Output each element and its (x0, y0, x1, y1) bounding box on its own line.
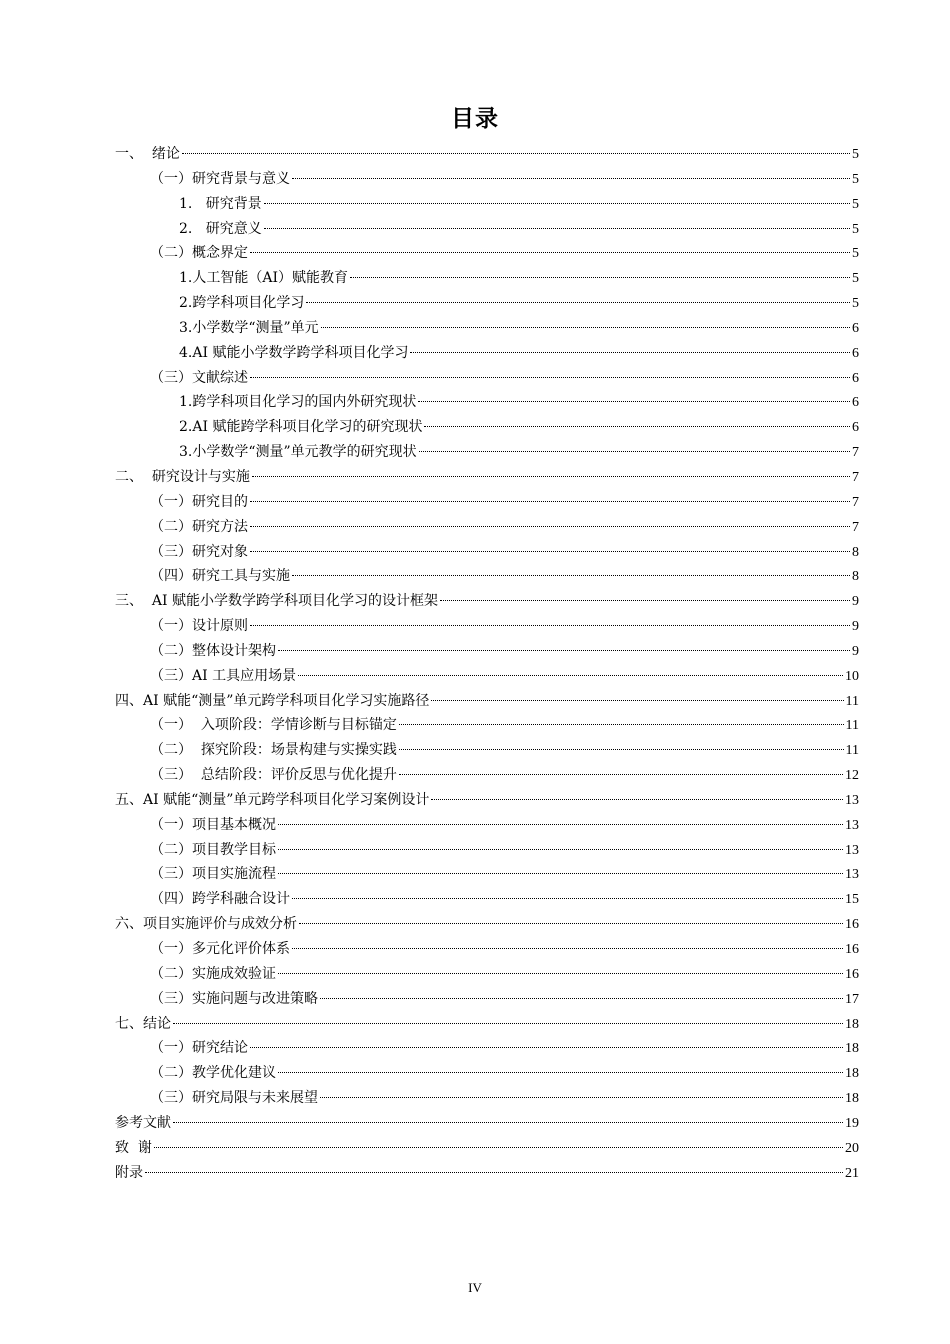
toc-dot-leader (418, 400, 850, 402)
toc-entry-page-number: 8 (852, 569, 859, 585)
toc-dot-leader (278, 848, 843, 850)
toc-dot-leader (431, 798, 843, 800)
toc-entry[interactable] (115, 689, 859, 714)
toc-entry[interactable] (115, 465, 859, 490)
toc-entry-title: 七、结论 (115, 1015, 171, 1032)
toc-entry[interactable] (115, 217, 859, 242)
toc-entry-title: （一）多元化评价体系 (150, 941, 290, 957)
toc-dot-leader (292, 574, 850, 576)
toc-dot-leader (410, 351, 850, 353)
toc-entry[interactable] (115, 639, 859, 664)
toc-entry-title: （二）教学优化建议 (150, 1065, 276, 1082)
toc-entry[interactable] (115, 1086, 859, 1111)
toc-entry-title: 六、项目实施评价与成效分析 (115, 916, 297, 933)
toc-entry-page-number: 11 (845, 743, 859, 759)
toc-entry[interactable] (115, 440, 859, 465)
toc-entry-page-number: 15 (845, 892, 859, 908)
toc-entry-title: 1.跨学科项目化学习的国内外研究现状 (179, 394, 417, 411)
toc-entry-page-number: 7 (852, 469, 859, 485)
toc-entry[interactable] (115, 167, 859, 192)
toc-dot-leader (250, 624, 850, 626)
toc-entry[interactable] (115, 738, 859, 763)
toc-entry[interactable] (115, 540, 859, 565)
toc-dot-leader (264, 227, 850, 229)
toc-entry-title: 2.AI 赋能跨学科项目化学习的研究现状 (179, 419, 423, 436)
toc-entry[interactable] (115, 987, 859, 1012)
toc-entry[interactable] (115, 1111, 859, 1136)
toc-entry-page-number: 7 (852, 519, 859, 535)
toc-entry[interactable] (115, 390, 859, 415)
toc-entry-title: （一）研究背景与意义 (150, 170, 290, 187)
toc-entry[interactable] (115, 1012, 859, 1037)
toc-entry[interactable] (115, 1136, 859, 1161)
toc-entry-title: （二）整体设计架构 (150, 642, 276, 659)
toc-entry-page-number: 6 (852, 395, 859, 411)
toc-entry-title: （三）实施问题与改进策略 (150, 990, 318, 1007)
toc-entry-page-number: 5 (852, 221, 859, 237)
toc-entry-title: （二）项目教学目标 (150, 841, 276, 858)
toc-entry-title: 2. 研究意义 (179, 220, 262, 237)
toc-entry[interactable] (115, 341, 859, 366)
toc-dot-leader (350, 276, 850, 278)
toc-entry-page-number: 18 (845, 1041, 859, 1057)
toc-entry-page-number: 18 (845, 1066, 859, 1082)
toc-entry-page-number: 20 (845, 1140, 859, 1156)
toc-entry[interactable] (115, 862, 859, 887)
toc-entry-title: （四）研究工具与实施 (150, 568, 290, 585)
toc-entry-page-number: 5 (852, 296, 859, 312)
toc-entry-page-number: 13 (845, 842, 859, 858)
toc-dot-leader (264, 202, 850, 204)
toc-dot-leader (320, 997, 843, 999)
toc-entry-title: 三、 AI 赋能小学数学跨学科项目化学习的设计框架 (115, 593, 438, 610)
toc-entry[interactable] (115, 763, 859, 788)
toc-dot-leader (252, 475, 850, 477)
toc-dot-leader (399, 748, 844, 750)
toc-entry[interactable] (115, 664, 859, 689)
toc-entry-page-number: 13 (845, 867, 859, 883)
toc-entry[interactable] (115, 366, 859, 391)
toc-entry-page-number: 9 (852, 594, 859, 610)
toc-entry-title: （一）研究目的 (150, 493, 248, 510)
toc-entry[interactable] (115, 788, 859, 813)
toc-entry[interactable] (115, 912, 859, 937)
toc-entry-title: （一） 入项阶段：学情诊断与目标锚定 (150, 717, 397, 734)
toc-entry[interactable] (115, 962, 859, 987)
toc-entry[interactable] (115, 614, 859, 639)
toc-dot-leader (250, 1046, 843, 1048)
toc-entry-title: 致 谢 (115, 1139, 152, 1156)
page-title: 目录 (451, 106, 499, 132)
toc-entry[interactable] (115, 713, 859, 738)
toc-entry[interactable] (115, 1036, 859, 1061)
toc-dot-leader (306, 301, 850, 303)
toc-dot-leader (292, 947, 843, 949)
toc-dot-leader (431, 699, 843, 701)
toc-entry-title: 参考文献 (115, 1114, 171, 1131)
toc-entry-page-number: 6 (852, 320, 859, 336)
toc-dot-leader (145, 1171, 843, 1173)
toc-entry[interactable] (115, 564, 859, 589)
toc-entry[interactable] (115, 515, 859, 540)
toc-entry[interactable] (115, 490, 859, 515)
toc-entry-page-number: 5 (852, 246, 859, 262)
toc-entry-title: （一）研究结论 (150, 1040, 248, 1057)
toc-entry-title: （二）实施成效验证 (150, 965, 276, 982)
toc-dot-leader (320, 1096, 843, 1098)
toc-entry-title: （二）概念界定 (150, 245, 248, 262)
toc-entry-title: （四）跨学科融合设计 (150, 891, 290, 908)
toc-entry-page-number: 9 (852, 619, 859, 635)
toc-entry-page-number: 6 (852, 370, 859, 386)
toc-dot-leader (250, 550, 850, 552)
toc-entry-page-number: 17 (845, 991, 859, 1007)
toc-entry-title: （三）研究对象 (150, 543, 248, 560)
toc-entry-page-number: 16 (845, 917, 859, 933)
toc-dot-leader (424, 425, 850, 427)
toc-dot-leader (399, 723, 844, 725)
toc-entry[interactable] (115, 291, 859, 316)
toc-dot-leader (399, 773, 843, 775)
toc-entry-page-number: 5 (852, 147, 859, 162)
toc-dot-leader (278, 649, 850, 651)
toc-dot-leader (298, 674, 843, 676)
toc-dot-leader (278, 1071, 843, 1073)
toc-dot-leader (278, 872, 843, 874)
toc-entry[interactable] (115, 937, 859, 962)
toc-dot-leader (440, 599, 850, 601)
toc-entry-title: 1. 研究背景 (179, 195, 262, 212)
toc-entry-page-number: 13 (845, 817, 859, 833)
table-of-contents (115, 142, 859, 1185)
toc-dot-leader (154, 1146, 843, 1148)
toc-entry-title: 3.小学数学“测量”单元教学的研究现状 (179, 444, 417, 461)
toc-dot-leader (278, 823, 843, 825)
toc-entry[interactable] (115, 1061, 859, 1086)
toc-entry[interactable] (115, 589, 859, 614)
toc-entry-page-number: 7 (852, 494, 859, 510)
toc-entry-title: 1.人工智能（AI）赋能教育 (179, 270, 348, 287)
toc-entry-page-number: 5 (852, 196, 859, 212)
toc-entry-page-number: 9 (852, 643, 859, 659)
toc-entry-title: 2.跨学科项目化学习 (179, 295, 305, 312)
toc-entry[interactable] (115, 241, 859, 266)
toc-entry[interactable] (115, 266, 859, 291)
toc-entry[interactable] (115, 316, 859, 341)
toc-entry-title: 附录 (115, 1164, 143, 1181)
toc-dot-leader (173, 1121, 843, 1123)
toc-dot-leader (419, 450, 850, 452)
page-footer-number: IV (468, 1280, 482, 1295)
toc-entry-title: （三）研究局限与未来展望 (150, 1090, 318, 1107)
toc-entry-title: （二）研究方法 (150, 518, 248, 535)
toc-entry-title: 3.小学数学“测量”单元 (179, 319, 319, 336)
toc-dot-leader (292, 897, 843, 899)
toc-entry[interactable] (115, 142, 859, 167)
toc-entry[interactable] (115, 838, 859, 863)
toc-entry-title: （三）项目实施流程 (150, 866, 276, 883)
toc-dot-leader (250, 251, 850, 253)
toc-entry-title: （二） 探究阶段：场景构建与实操实践 (150, 742, 397, 759)
toc-entry-page-number: 11 (845, 693, 859, 709)
toc-dot-leader (278, 972, 843, 974)
toc-dot-leader (182, 152, 850, 154)
toc-entry-page-number: 21 (845, 1165, 859, 1181)
toc-entry-title: （三）文献综述 (150, 369, 248, 386)
toc-entry-title: （一）设计原则 (150, 618, 248, 635)
toc-entry-page-number: 13 (845, 792, 859, 808)
toc-entry-page-number: 5 (852, 171, 859, 187)
toc-entry-title: 一、 绪论 (115, 146, 180, 162)
toc-entry[interactable] (115, 813, 859, 838)
toc-entry-page-number: 6 (852, 345, 859, 361)
toc-entry-title: 四、AI 赋能“测量”单元跨学科项目化学习实施路径 (115, 692, 430, 709)
toc-dot-leader (292, 177, 850, 179)
toc-entry-page-number: 19 (845, 1115, 859, 1131)
toc-entry[interactable] (115, 192, 859, 217)
toc-entry-page-number: 11 (845, 718, 859, 734)
toc-dot-leader (250, 500, 850, 502)
toc-entry-page-number: 16 (845, 942, 859, 957)
toc-dot-leader (299, 922, 843, 924)
toc-entry-title: 4.AI 赋能小学数学跨学科项目化学习 (179, 344, 409, 361)
toc-entry-page-number: 7 (852, 445, 859, 461)
toc-entry-page-number: 18 (845, 1091, 859, 1107)
toc-dot-leader (173, 1022, 843, 1024)
toc-entry-page-number: 18 (845, 1016, 859, 1032)
toc-entry-title: 五、AI 赋能“测量”单元跨学科项目化学习案例设计 (115, 791, 430, 808)
toc-entry[interactable] (115, 887, 859, 912)
toc-entry[interactable] (115, 415, 859, 440)
toc-entry-title: （一）项目基本概况 (150, 816, 276, 833)
toc-entry-page-number: 6 (852, 420, 859, 436)
toc-entry-title: （三） 总结阶段：评价反思与优化提升 (150, 767, 397, 784)
toc-dot-leader (250, 376, 850, 378)
toc-entry-title: 二、 研究设计与实施 (115, 468, 250, 485)
toc-entry-title: （三）AI 工具应用场景 (150, 667, 297, 684)
toc-entry-page-number: 12 (845, 768, 859, 784)
toc-entry[interactable] (115, 1161, 859, 1186)
toc-entry-page-number: 10 (845, 668, 859, 684)
toc-dot-leader (250, 525, 850, 527)
toc-entry-page-number: 8 (852, 544, 859, 560)
toc-entry-page-number: 16 (845, 966, 859, 982)
toc-entry-page-number: 5 (852, 271, 859, 287)
toc-dot-leader (321, 326, 850, 328)
